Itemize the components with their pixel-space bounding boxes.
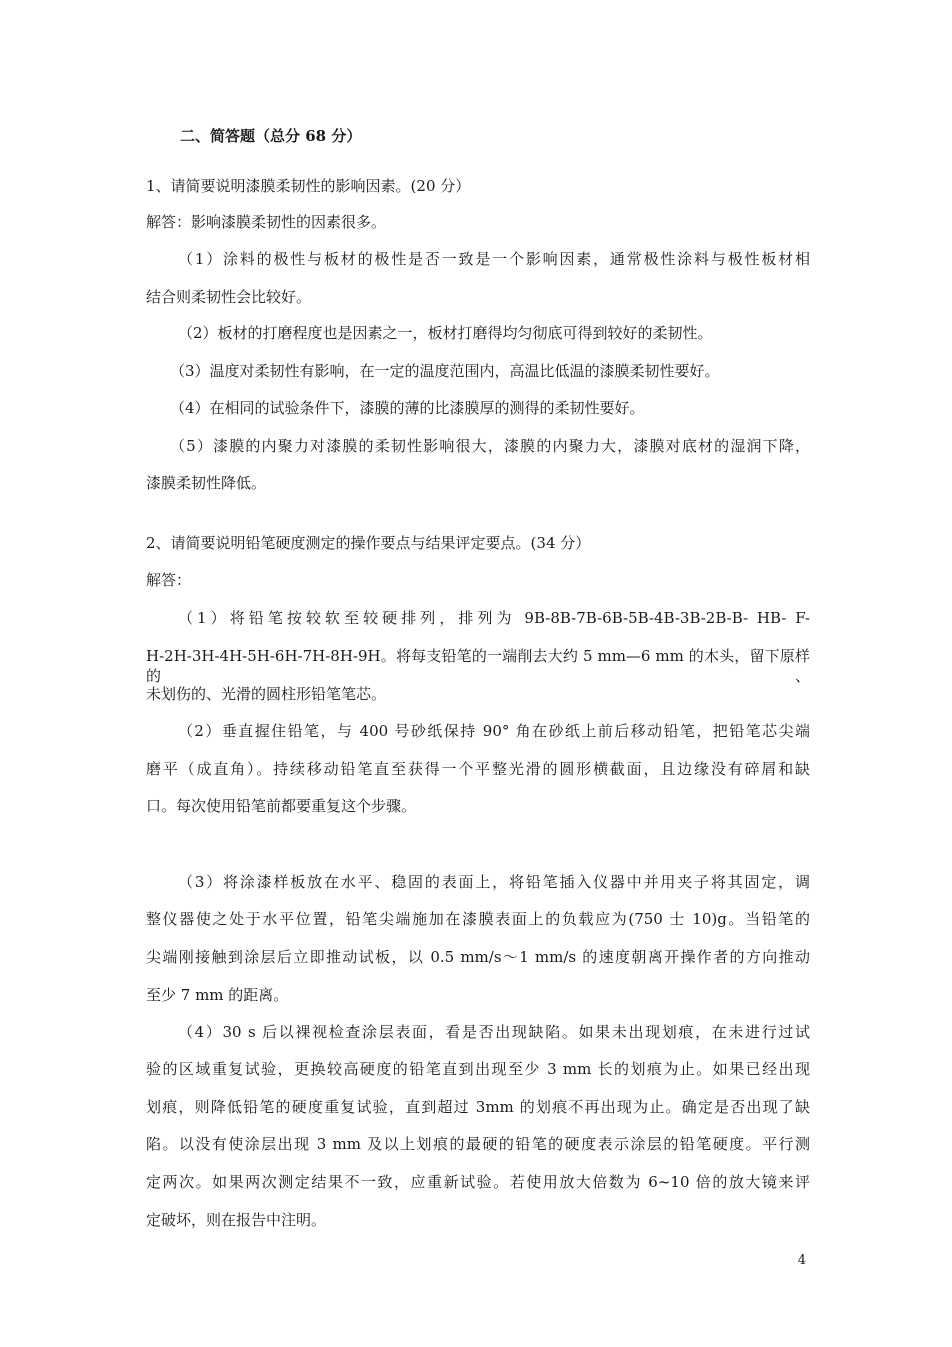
answer-2-point-2-line-2: 磨平（成直角）。持续移动铅笔直至获得一个平整光滑的圆形横截面，且边缘没有碎屑和缺 <box>146 760 810 778</box>
answer-1-point-5-line-1: （5）漆膜的内聚力对漆膜的柔韧性影响很大，漆膜的内聚力大，漆膜对底材的湿润下降， <box>170 437 810 455</box>
answer-2-point-1-line-3: 未划伤的、光滑的圆柱形铅笔笔芯。 <box>146 685 387 703</box>
answer-2-point-1-line-1: （1）将铅笔按较软至较硬排列，排列为 9B-8B-7B-6B-5B-4B-3B-2B-B- HB- F- <box>178 609 810 627</box>
answer-1-point-5-line-2: 漆膜柔韧性降低。 <box>146 474 267 492</box>
answer-2-point-4-line-1: （4）30 s 后以裸视检查涂层表面，看是否出现缺陷。如果未出现划痕，在未进行过试 <box>178 1023 810 1041</box>
answer-2-point-1-line-2: H-2H-3H-4H-5H-6H-7H-8H-9H。将每支铅笔的一端削去大约 5 mm—6 mm 的木头，留下原样的、 <box>146 647 810 685</box>
answer-2-point-3-line-1: （3）将涂漆样板放在水平、稳固的表面上，将铅笔插入仪器中并用夹子将其固定，调 <box>178 873 810 891</box>
section-heading: 二、简答题（总分 68 分） <box>180 127 362 145</box>
answer-2-point-2-line-1: （2）垂直握住铅笔，与 400 号砂纸保持 90° 角在砂纸上前后移动铅笔，把铅笔芯尖端 <box>178 722 810 740</box>
answer-1-point-1-line-1: （1）涂料的极性与板材的极性是否一致是一个影响因素，通常极性涂料与极性板材相 <box>178 250 810 268</box>
answer-2-point-2-line-3: 口。每次使用铅笔前都要重复这个步骤。 <box>146 797 417 815</box>
answer-2-point-3-line-2: 整仪器使之处于水平位置，铅笔尖端施加在漆膜表面上的负载应为(750 士 10)g。当铅笔的 <box>146 910 810 928</box>
question-2: 2、请简要说明铅笔硬度测定的操作要点与结果评定要点。(34 分） <box>146 534 591 552</box>
answer-1-point-4: （4）在相同的试验条件下，漆膜的薄的比漆膜厚的测得的柔韧性要好。 <box>170 399 645 417</box>
answer-2-point-4-line-6: 定破坏，则在报告中注明。 <box>146 1211 327 1229</box>
answer-2-point-4-line-2: 验的区域重复试验，更换较高硬度的铅笔直到出现至少 3 mm 长的划痕为止。如果已经出现 <box>146 1060 810 1078</box>
answer-1-point-1-line-2: 结合则柔韧性会比较好。 <box>146 288 312 306</box>
question-1: 1、请简要说明漆膜柔韧性的影响因素。(20 分） <box>146 177 471 195</box>
page-number: 4 <box>797 1253 806 1268</box>
answer-2-point-4-line-3: 划痕，则降低铅笔的硬度重复试验，直到超过 3mm 的划痕不再出现为止。确定是否出现了缺 <box>146 1098 810 1116</box>
answer-2-point-4-line-4: 陷。以没有使涂层出现 3 mm 及以上划痕的最硬的铅笔的硬度表示涂层的铅笔硬度。平行测 <box>146 1135 810 1153</box>
answer-1-point-3: （3）温度对柔韧性有影响，在一定的温度范围内，高温比低温的漆膜柔韧性要好。 <box>170 362 720 380</box>
answer-2-point-3-line-3: 尖端刚接触到涂层后立即推动试板，以 0.5 mm/s～1 mm/s 的速度朝离开操作者的方向推动 <box>146 948 810 966</box>
answer-1-point-2: （2）板材的打磨程度也是因素之一，板材打磨得均匀彻底可得到较好的柔韧性。 <box>178 324 713 342</box>
answer-2-point-4-line-5: 定两次。如果两次测定结果不一致，应重新试验。若使用放大倍数为 6~10 倍的放大镜来评 <box>146 1173 810 1191</box>
answer-1-intro: 解答：影响漆膜柔韧性的因素很多。 <box>146 213 387 231</box>
answer-2-intro: 解答： <box>146 571 192 589</box>
answer-2-point-3-line-4: 至少 7 mm 的距离。 <box>146 986 289 1004</box>
